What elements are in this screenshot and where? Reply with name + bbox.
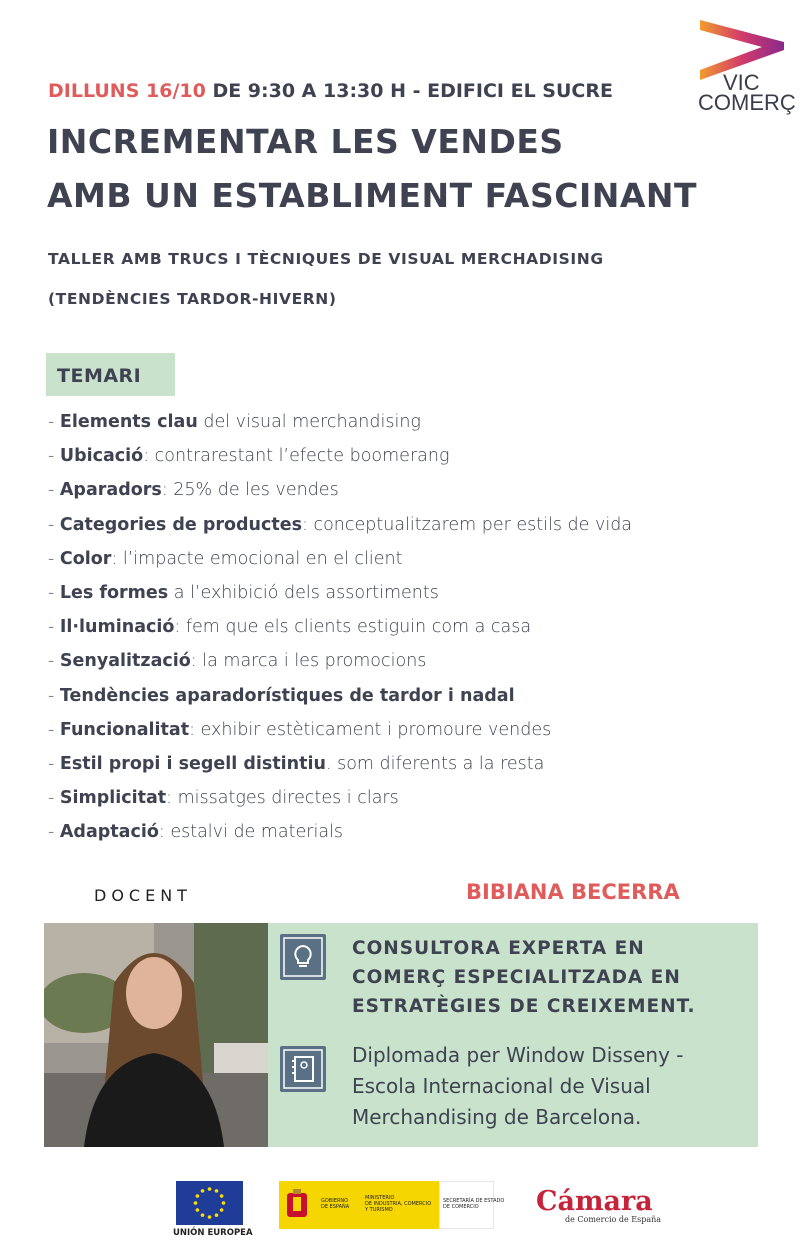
page-title-line1: INCREMENTAR LES VENDES [47,122,564,161]
list-item: - Aparadors: 25% de les vendes [48,480,339,501]
list-item: - Senyalització: la marca i les promocions [48,651,427,672]
list-item: - Adaptació: estalvi de materials [48,822,344,843]
event-date: DILLUNS 16/10 [48,80,206,102]
coat-of-arms-icon [285,1189,309,1221]
list-item: - Ubicació: contrarestant l’efecte boomerang [48,446,450,467]
list-item: - Il·luminació: fem que els clients estiguin com a casa [48,617,532,638]
docent-label: DOCENT [94,886,192,905]
list-item: - Les formes a l’exhibició dels assortiments [48,582,439,603]
temari-heading: TEMARI [46,353,175,396]
logo-text-vic: VIC [723,70,760,95]
list-item: - Simplicitat: missatges directes i clars [48,788,399,809]
subtitle-line1: TALLER AMB TRUCS I TÈCNIQUES DE VISUAL MERCHADISING [48,250,604,268]
camara-logo: Cámara [536,1186,653,1217]
gobierno-logo: GOBIERNO DE ESPAÑA MINISTERIO DE INDUSTRIA, COMERCIO Y TURISMO SECRETARÍA DE ESTADO DE COMERCIO [279,1181,494,1229]
docent-role: CONSULTORA EXPERTA EN COMERÇ ESPECIALITZADA EN ESTRATÈGIES DE CREIXEMENT. [352,938,696,1017]
list-item: - Funcionalitat: exhibir estèticament i promoure vendes [48,719,552,740]
docent-photo [44,923,268,1147]
eu-flag-icon [176,1181,243,1225]
lightbulb-icon [280,934,326,980]
list-item: - Categories de productes: conceptualitzarem per estils de vida [48,514,633,535]
temari-list [48,412,632,856]
camara-subtitle: de Comercio de España [565,1215,662,1224]
eu-label: UNIÓN EUROPEA [173,1228,253,1238]
notebook-icon [280,1046,326,1092]
logo-text-comerc: COMERÇ [698,90,796,115]
page-title-line2: AMB UN ESTABLIMENT FASCINANT [47,176,698,215]
vic-comerc-logo [690,18,796,118]
list-item: - Tendències aparadorístiques de tardor i nadal [48,685,515,706]
event-dateline [48,80,613,102]
docent-bio: Diplomada per Window Disseny - Escola Internacional de Visual Merchandising de Barcelona. [352,1043,684,1129]
list-item: - Estil propi i segell distintiu. som diferents a la resta [48,753,545,774]
subtitle-line2: (TENDÈNCIES TARDOR-HIVERN) [48,290,337,308]
event-time-place: DE 9:30 A 13:30 H - EDIFICI EL SUCRE [205,80,613,102]
docent-name: BIBIANA BECERRA [466,880,680,904]
list-item: - Elements clau del visual merchandising [48,412,421,432]
list-item: - Color: l’impacte emocional en el client [48,548,403,569]
